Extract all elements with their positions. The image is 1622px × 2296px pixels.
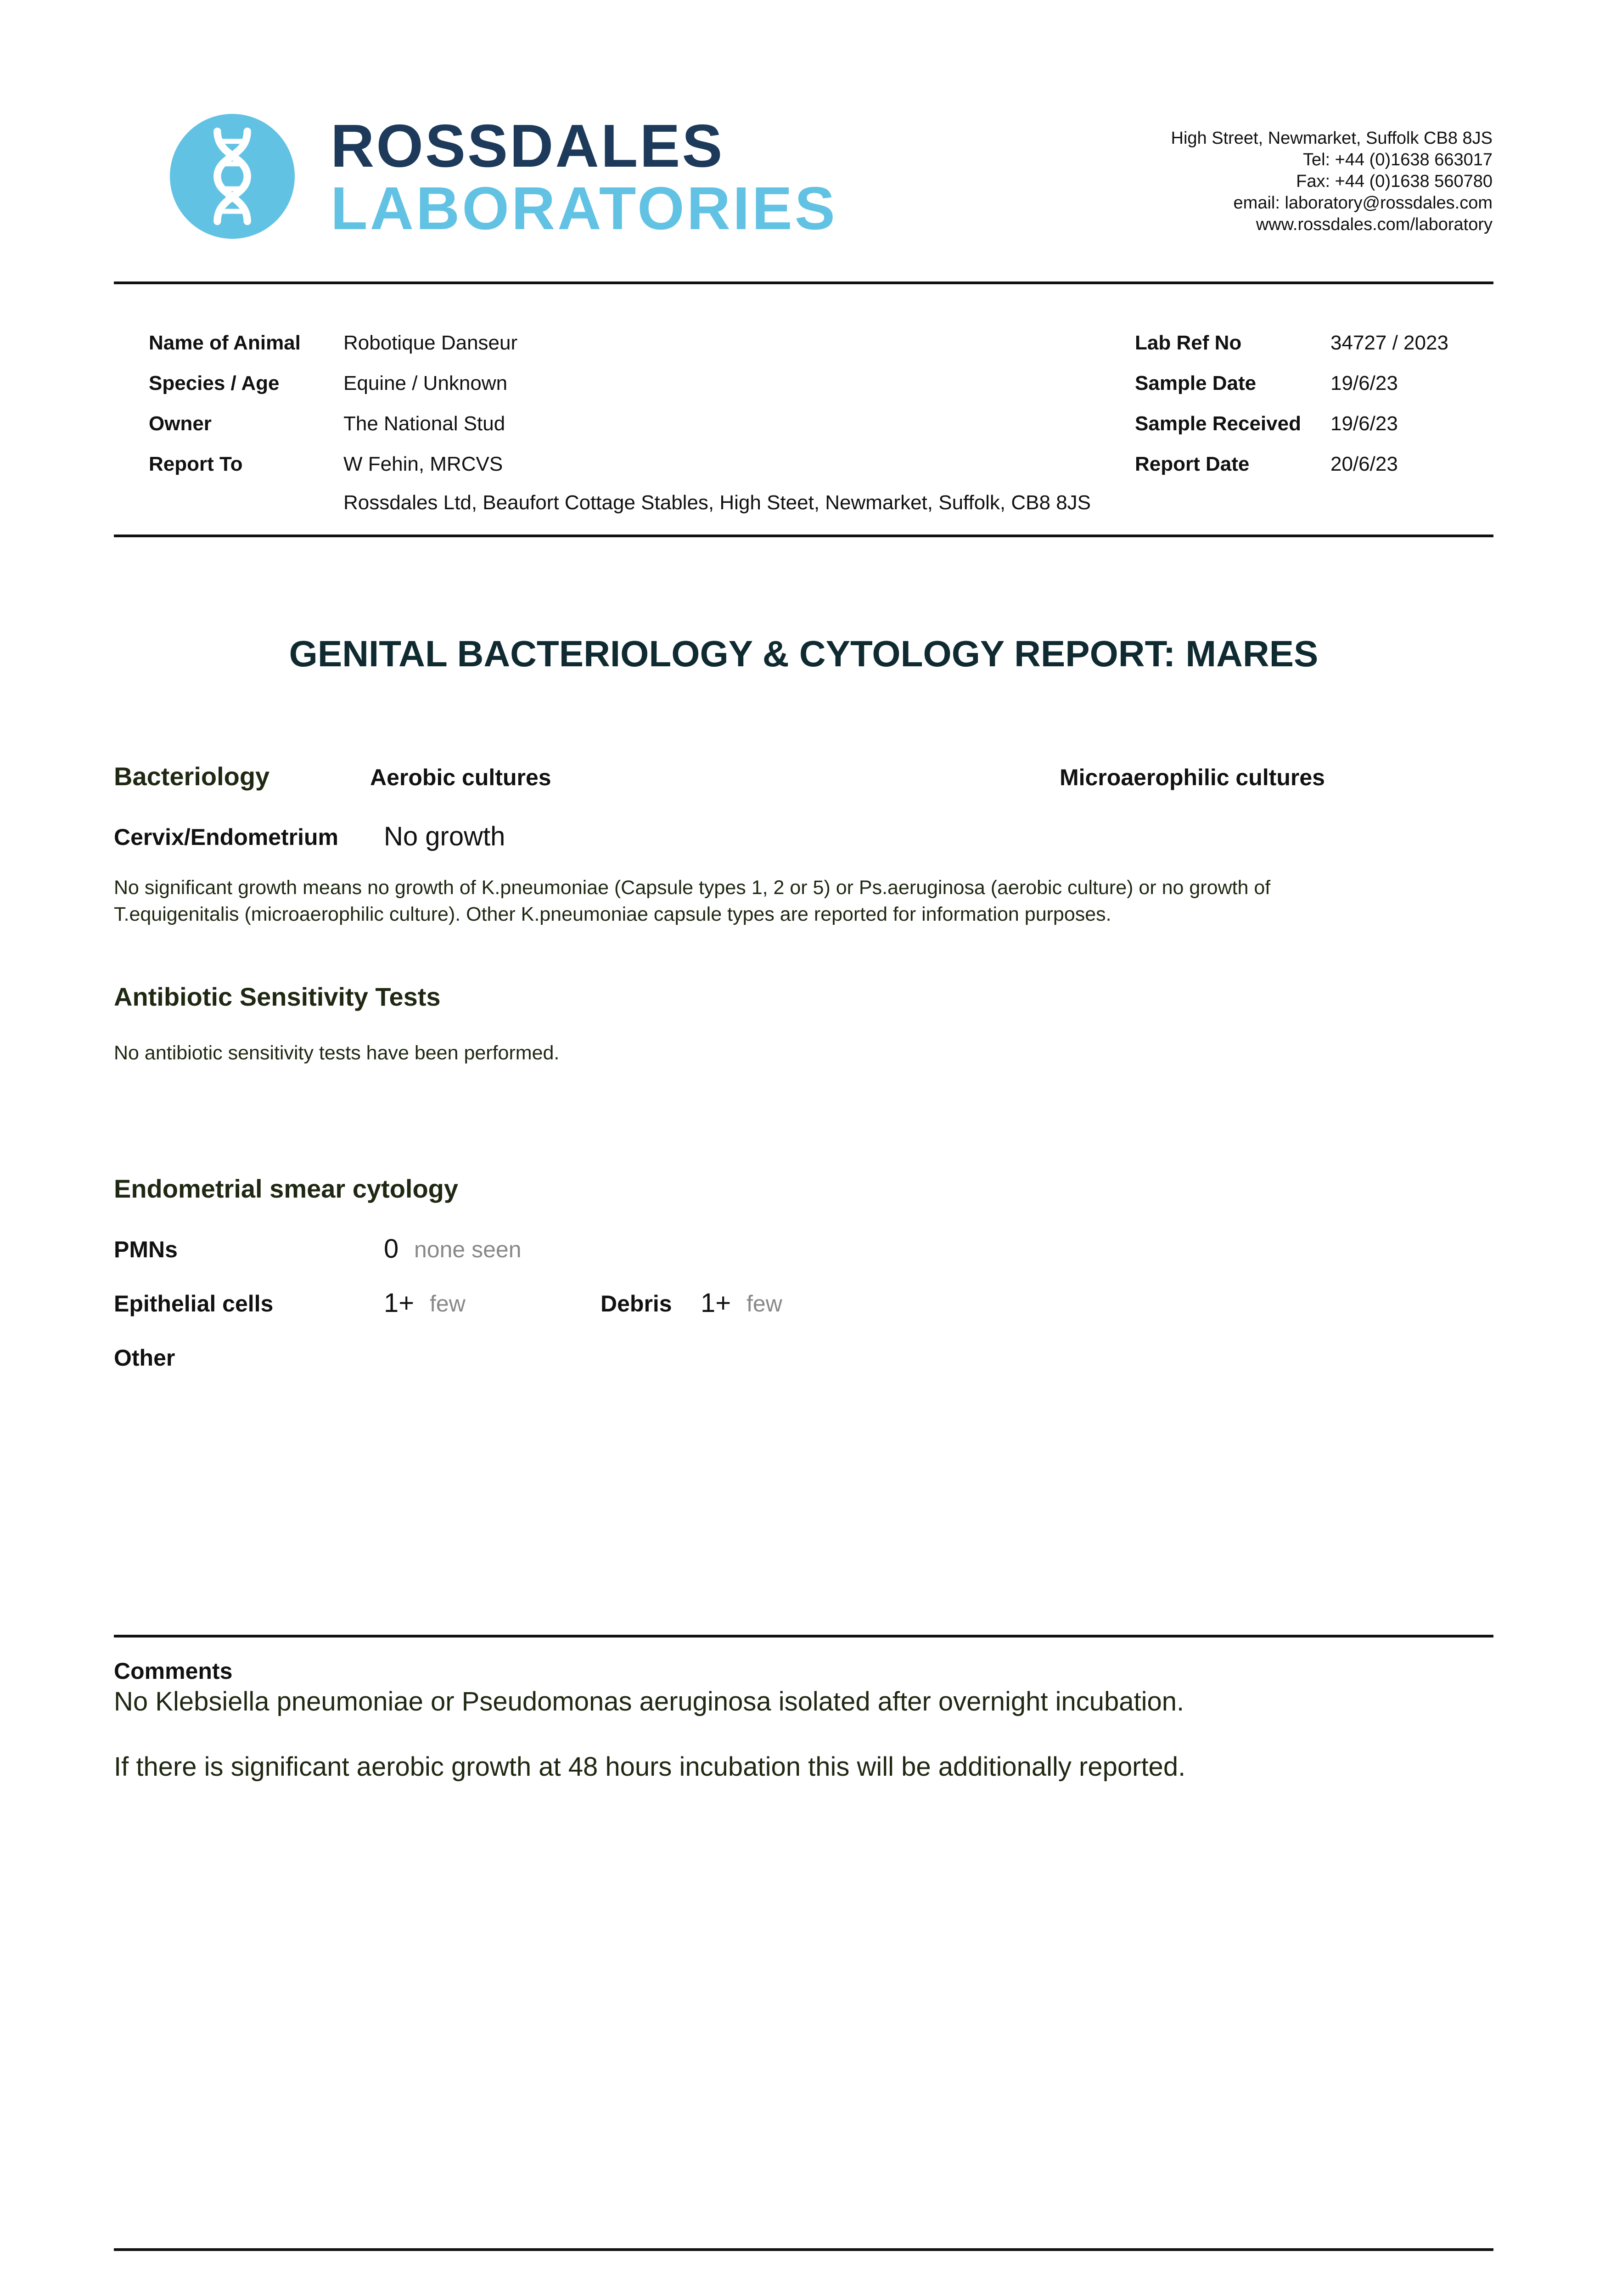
species-age-label: Species / Age: [149, 372, 280, 394]
epithelial-cells-description: few: [430, 1291, 466, 1317]
microaerophilic-cultures-header: Microaerophilic cultures: [1060, 765, 1325, 790]
debris-label: Debris: [601, 1291, 672, 1317]
comments-title: Comments: [114, 1658, 233, 1684]
email-line: email: laboratory@rossdales.com: [1233, 193, 1493, 213]
sample-date-label: Sample Date: [1135, 372, 1257, 394]
sample-received-label: Sample Received: [1135, 412, 1301, 435]
report-to-label: Report To: [149, 453, 243, 475]
species-age-value: Equine / Unknown: [343, 372, 508, 394]
bacteriology-note-line-1: No significant growth means no growth of K.pneumoniae (Capsule types 1, 2 or 5) or Ps.aeruginosa (aerobic culture) or no growth of: [114, 877, 1271, 899]
footer-divider: [114, 2248, 1493, 2251]
other-label: Other: [114, 1345, 175, 1371]
bacteriology-section-title: Bacteriology: [114, 762, 270, 791]
sample-received-value: 19/6/23: [1330, 412, 1398, 435]
info-divider: [114, 535, 1493, 537]
bacteriology-note-line-2: T.equigenitalis (microaerophilic culture). Other K.pneumoniae capsule types are reported for information purposes.: [114, 903, 1111, 925]
epithelial-cells-grade: 1+: [384, 1288, 415, 1318]
epithelial-cells-label: Epithelial cells: [114, 1291, 274, 1317]
report-to-value: W Fehin, MRCVS: [343, 453, 503, 475]
fax-line: Fax: +44 (0)1638 560780: [1296, 172, 1493, 191]
report-date-value: 20/6/23: [1330, 453, 1398, 475]
comment-line-1: No Klebsiella pneumoniae or Pseudomonas aeruginosa isolated after overnight incubation.: [114, 1687, 1184, 1716]
aerobic-cultures-header: Aerobic cultures: [370, 765, 551, 790]
lab-ref-value: 34727 / 2023: [1330, 332, 1448, 354]
comment-line-2: If there is significant aerobic growth at 48 hours incubation this will be additionally reported.: [114, 1752, 1186, 1782]
antibiotic-note: No antibiotic sensitivity tests have been performed.: [114, 1042, 560, 1064]
cervix-endometrium-label: Cervix/Endometrium: [114, 824, 339, 850]
sample-date-value: 19/6/23: [1330, 372, 1398, 394]
report-title: GENITAL BACTERIOLOGY & CYTOLOGY REPORT: MARES: [289, 633, 1319, 674]
address-line: High Street, Newmarket, Suffolk CB8 8JS: [1171, 129, 1493, 148]
comments-divider: [114, 1635, 1493, 1638]
telephone-line: Tel: +44 (0)1638 663017: [1302, 150, 1493, 169]
name-of-animal-value: Robotique Danseur: [343, 332, 518, 354]
pmns-grade: 0: [384, 1234, 399, 1264]
antibiotic-section-title: Antibiotic Sensitivity Tests: [114, 982, 441, 1011]
owner-value: The National Stud: [343, 412, 505, 435]
contact-address-block: [1171, 128, 1493, 236]
debris-description: few: [746, 1291, 782, 1317]
pmns-label: PMNs: [114, 1237, 178, 1262]
report-to-address: Rossdales Ltd, Beaufort Cottage Stables, High Steet, Newmarket, Suffolk, CB8 8JS: [343, 491, 1091, 514]
lab-ref-label: Lab Ref No: [1135, 332, 1242, 354]
dna-helix-icon: [170, 114, 295, 239]
name-of-animal-label: Name of Animal: [149, 332, 301, 354]
aerobic-culture-result: No growth: [384, 822, 505, 851]
cytology-section-title: Endometrial smear cytology: [114, 1174, 459, 1203]
website-line: www.rossdales.com/laboratory: [1256, 215, 1493, 234]
logo-wordmark-rossdales: ROSSDALES: [331, 112, 724, 180]
owner-label: Owner: [149, 412, 212, 435]
debris-grade: 1+: [701, 1288, 731, 1318]
logo-wordmark-laboratories: LABORATORIES: [331, 174, 837, 242]
header-divider: [114, 281, 1493, 284]
report-date-label: Report Date: [1135, 453, 1250, 475]
pmns-description: none seen: [414, 1237, 522, 1262]
